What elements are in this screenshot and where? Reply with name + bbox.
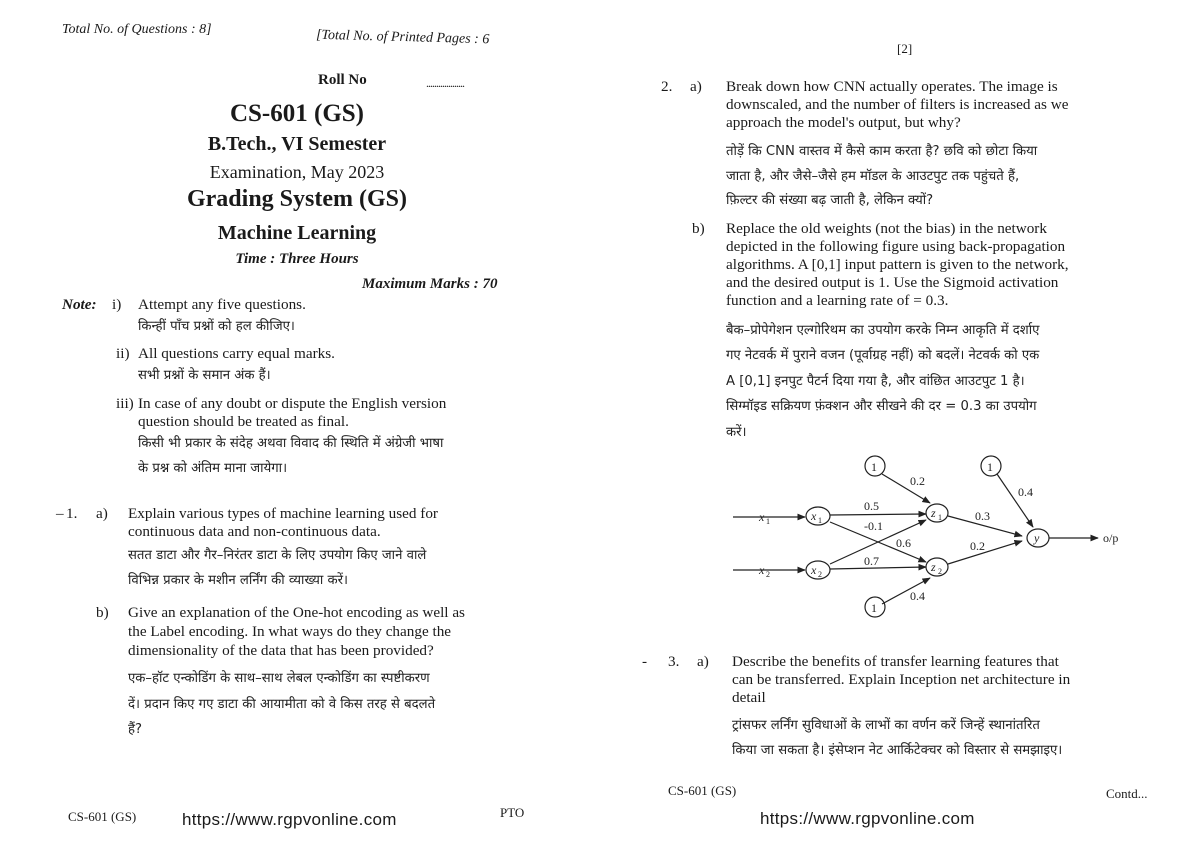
q2b-hi-4: सिग्मॉइड सक्रियण फ़ंक्शन और सीखने की दर = 0.3 का उपयोग	[726, 399, 1037, 414]
note-1-hi: किन्हीं पाँच प्रश्नों को हल कीजिए।	[138, 319, 295, 334]
node-z1	[926, 504, 948, 522]
q2a-en-3: approach the model's output, but why?	[726, 114, 961, 131]
node-x1-sub: 1	[818, 516, 822, 525]
q2a-hi-3: फ़िल्टर की संख्या बढ़ जाती है, लेकिन क्यों?	[726, 193, 934, 208]
q2a-hi-2: जाता है, और जैसे–जैसे हम मॉडल के आउटपुट तक पहुंचते हैं,	[726, 169, 1020, 184]
subject: Machine Learning	[217, 222, 377, 244]
q3a-label: a)	[697, 653, 709, 670]
q2b-hi-5: करें।	[726, 425, 747, 440]
pto: PTO	[500, 805, 525, 820]
q1b-en-1: Give an explanation of the One-hot encoding as well as	[128, 604, 465, 621]
edge-bias-y	[997, 474, 1033, 527]
node-x1-label: x	[811, 509, 817, 523]
roll-no-blank: ...................	[426, 76, 464, 90]
q3-mark: -	[642, 653, 648, 670]
input-x1-label: x	[759, 510, 765, 524]
q2a-hi-1: तोड़ें कि CNN वास्तव में कैसे काम करता है? छवि को छोटा किया	[726, 144, 1038, 159]
q3a-en-3: detail	[732, 689, 766, 706]
q1a-en-1: Explain various types of machine learning used for	[128, 505, 438, 522]
node-z2	[926, 558, 948, 576]
q3a-hi-2: किया जा सकता है। इंसेप्शन नेट आर्किटेक्चर को विस्तार से समझाइए।	[732, 743, 1063, 758]
note-3-hi: किसी भी प्रकार के संदेह अथवा विवाद की स्थिति में अंग्रेजी भाषा	[138, 436, 444, 451]
roll-no-label: Roll No	[318, 72, 367, 88]
q1-number: 1.	[66, 505, 78, 522]
input-x2-label: x	[759, 563, 765, 577]
weight-x1-z2: 0.6	[896, 536, 911, 550]
q2b-en-5: function and a learning rate of = 0.3.	[726, 292, 949, 309]
weight-bias-z1: 0.2	[910, 474, 925, 488]
total-questions: Total No. of Questions : 8]	[62, 22, 212, 37]
left-footer-code: CS-601 (GS)	[68, 809, 137, 824]
note-2-num: ii)	[116, 345, 130, 362]
total-pages: [Total No. of Printed Pages : 6	[315, 27, 490, 48]
note-3-hi2: के प्रश्न को अंतिम माना जायेगा।	[138, 461, 288, 476]
time: Time : Three Hours	[235, 251, 359, 267]
q2b-hi-2: गए नेटवर्क में पुराने वजन (पूर्वाग्रह नहीं) को बदलें। नेटवर्क को एक	[726, 348, 1040, 363]
q2b-label: b)	[692, 220, 705, 237]
note-3-en2: question should be treated as final.	[138, 413, 349, 430]
bias-1-label: 1	[871, 460, 877, 474]
course-code: CS-601 (GS)	[229, 100, 365, 127]
q3a-hi-1: ट्रांसफर लर्निंग सुविधाओं के लाभों का वर्णन करें जिन्हें स्थानांतरित	[732, 718, 1040, 733]
note-3-en: In case of any doubt or dispute the English version	[138, 395, 447, 412]
q2a-en-1: Break down how CNN actually operates. The image is	[726, 78, 1058, 95]
node-y-label: y	[1034, 531, 1040, 545]
weight-x2-z2: 0.7	[864, 554, 879, 568]
left-footer-url[interactable]: https://www.rgpvonline.com	[182, 810, 397, 829]
weight-bias-y: 0.4	[1018, 485, 1033, 499]
note-3-num: iii)	[116, 395, 134, 412]
contd: Contd...	[1106, 786, 1148, 801]
weight-x1-z1: 0.5	[864, 499, 879, 513]
q2b-en-3: algorithms. A [0,1] input pattern is given to the network,	[726, 256, 1069, 273]
maximum-marks: Maximum Marks : 70	[362, 276, 498, 292]
q2a-label: a)	[690, 78, 702, 95]
note-2-en: All questions carry equal marks.	[138, 345, 335, 362]
note-1-en: Attempt any five questions.	[138, 296, 306, 313]
weight-z2-y: 0.2	[970, 539, 985, 553]
bias-3-label: 1	[987, 460, 993, 474]
note-1-num: i)	[112, 296, 122, 313]
q1-mark: –	[56, 505, 64, 522]
node-z2-label: z	[931, 560, 936, 574]
note-2-hi: सभी प्रश्नों के समान अंक हैं।	[138, 368, 271, 383]
q3a-en-2: can be transferred. Explain Inception net architecture in	[732, 671, 1071, 688]
bias-2-label: 1	[871, 601, 877, 615]
q2a-en-2: downscaled, and the number of filters is increased as we	[726, 96, 1069, 113]
q2-number: 2.	[661, 78, 673, 95]
weight-x2-z1: -0.1	[864, 519, 883, 533]
q2b-hi-3: A [0,1] इनपुट पैटर्न दिया गया है, और वांछित आउटपुट 1 है।	[726, 374, 1025, 389]
edge-z2-y	[948, 541, 1022, 564]
q1b-hi-3: हैं?	[128, 722, 143, 737]
q1a-label: a)	[96, 505, 108, 522]
grading-system: Grading System (GS)	[186, 186, 407, 212]
page-number: [2]	[897, 41, 913, 56]
node-x2-sub: 2	[818, 570, 822, 579]
q1b-label: b)	[96, 604, 109, 621]
right-footer-code: CS-601 (GS)	[668, 783, 737, 798]
q3a-en-1: Describe the benefits of transfer learning features that	[732, 653, 1059, 670]
q3-number: 3.	[668, 653, 680, 670]
program: B.Tech., VI Semester	[207, 133, 387, 155]
node-z1-sub: 1	[938, 513, 942, 522]
node-z2-sub: 2	[938, 567, 942, 576]
edge-x1-z1	[830, 514, 926, 515]
weight-bias-z2: 0.4	[910, 589, 925, 603]
q1a-en-2: continuous data and non-continuous data.	[128, 523, 381, 540]
q1b-en-2: the Label encoding. In what ways do they change the	[128, 623, 452, 640]
exam-date: Examination, May 2023	[209, 162, 385, 182]
q2b-hi-1: बैक–प्रोपेगेशन एल्गोरिथम का उपयोग करके निम्न आकृति में दर्शाए	[726, 323, 1040, 338]
node-x2-label: x	[811, 563, 817, 577]
q2b-en-2: depicted in the following figure using back-propagation	[726, 238, 1066, 255]
note-label: Note:	[62, 296, 97, 313]
q2b-en-1: Replace the old weights (not the bias) in the network	[726, 220, 1047, 237]
input-x2-sub: 2	[766, 570, 770, 579]
right-footer-url[interactable]: https://www.rgpvonline.com	[760, 809, 975, 828]
node-z1-label: z	[931, 506, 936, 520]
q1b-hi-2: दें। प्रदान किए गए डाटा की आयामीता को वे किस तरह से बदलते	[128, 697, 436, 712]
q2b-en-4: and the desired output is 1. Use the Sigmoid activation	[726, 274, 1059, 291]
right-page	[600, 0, 1200, 849]
q1b-en-3: dimensionality of the data that has been provided?	[128, 642, 434, 659]
q1a-hi-1: सतत डाटा और गैर–निरंतर डाटा के लिए उपयोग किए जाने वाले	[128, 548, 427, 563]
q1a-hi-2: विभिन्न प्रकार के मशीन लर्निंग की व्याख्या करें।	[128, 573, 348, 588]
input-x1-sub: 1	[766, 517, 770, 526]
weight-z1-y: 0.3	[975, 509, 990, 523]
output-label: o/p	[1103, 531, 1119, 545]
q1b-hi-1: एक–हॉट एन्कोडिंग के साथ–साथ लेबल एन्कोडिंग का स्पष्टीकरण	[128, 671, 430, 686]
